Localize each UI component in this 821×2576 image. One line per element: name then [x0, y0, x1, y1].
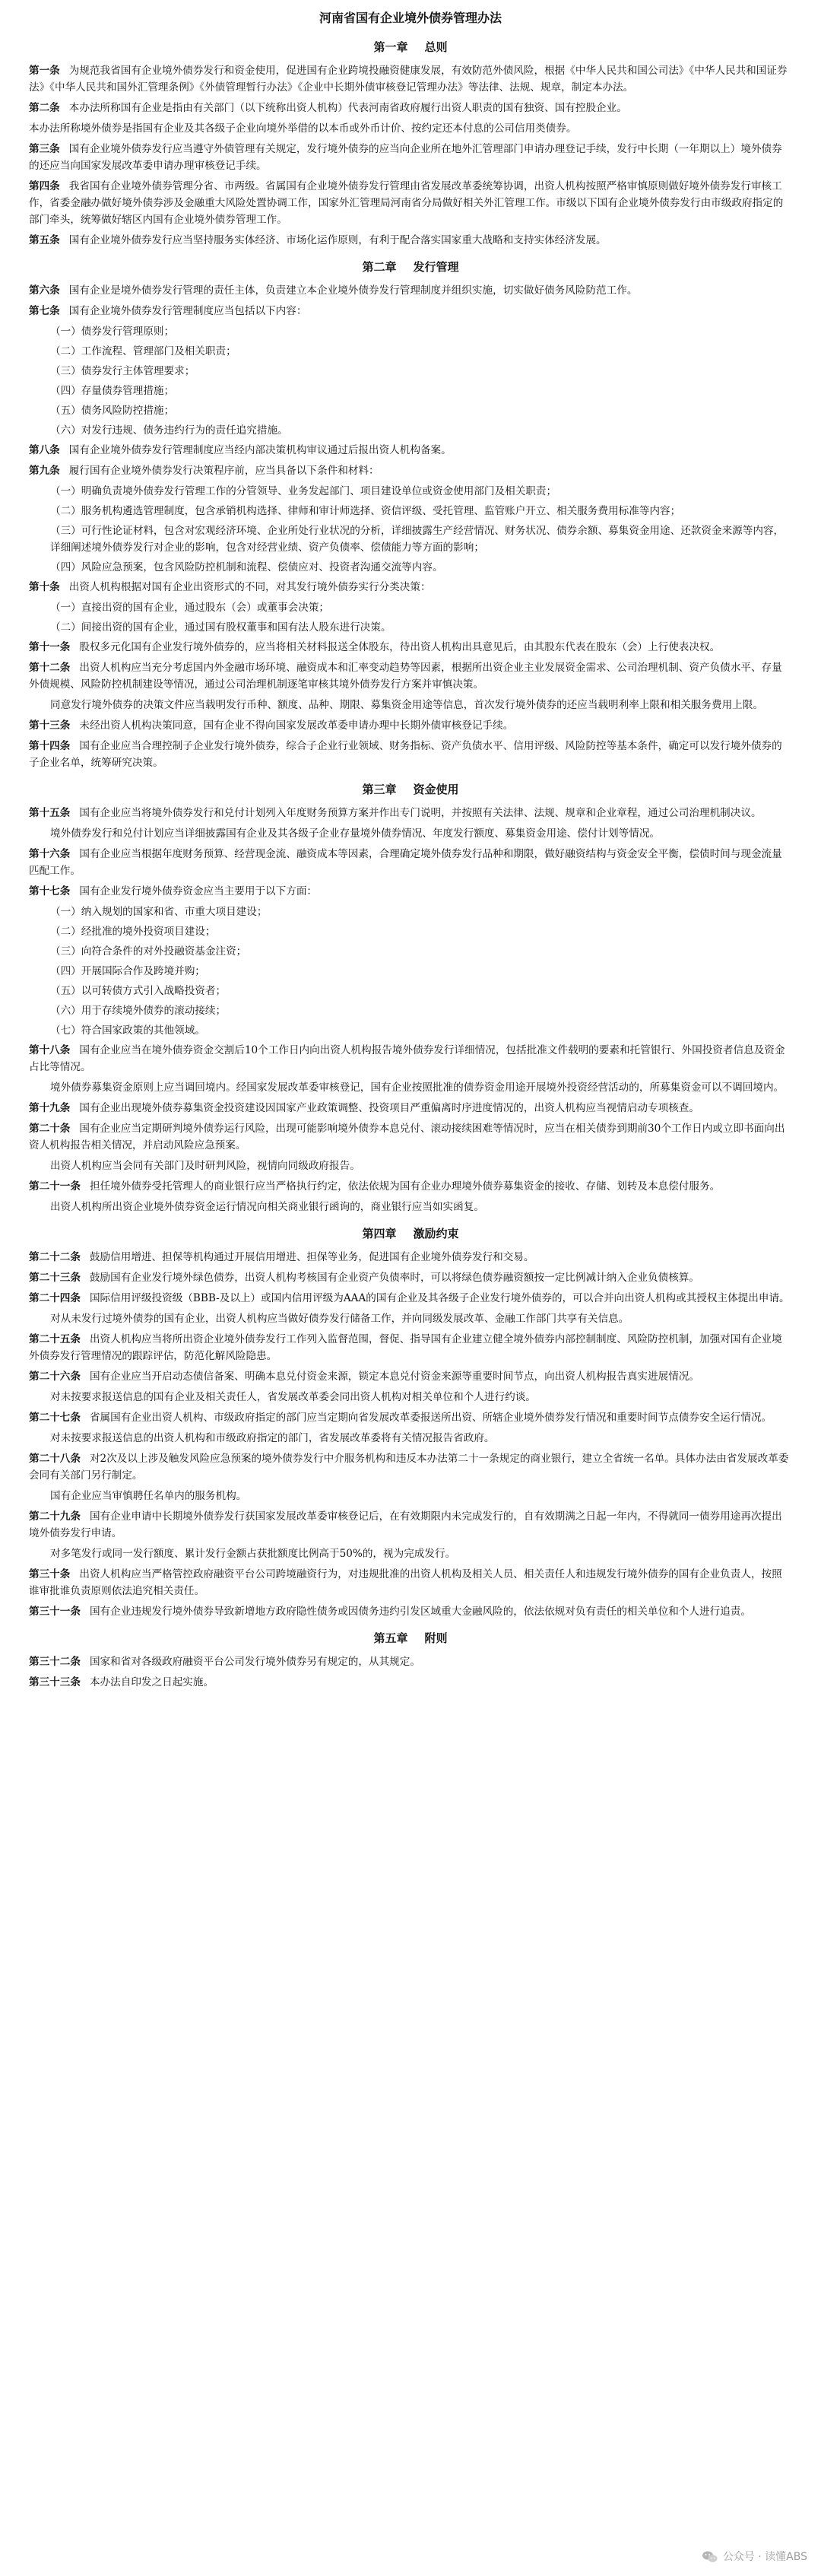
article-text: （一）明确负责境外债券发行管理工作的分管领导、业务发起部门、项目建设单位或资金使用部门及相关职责；	[50, 485, 557, 497]
chapter-number: 第三章	[362, 783, 397, 796]
chapter-name: 附则	[424, 1631, 448, 1645]
list-item	[29, 503, 792, 519]
article-text: 国家和省对各级政府融资平台公司发行境外债券另有规定的，从其规定。	[89, 1656, 420, 1668]
list-item	[29, 343, 792, 360]
article-number: 第二十八条	[29, 1453, 81, 1465]
article-paragraph	[29, 1545, 792, 1562]
article-number: 第二十五条	[29, 1333, 81, 1345]
chapter-heading	[29, 37, 792, 58]
article-text: 对未按要求报送信息的出资人机构和市级政府指定的部门，省发展改革委将有关情况报告省政府。	[50, 1432, 495, 1444]
document-title: 河南省国有企业境外债券管理办法	[319, 11, 502, 25]
list-item	[29, 383, 792, 399]
article-text: 国有企业应当根据年度财务预算、经营现金流、融资成本等因素，合理确定境外债券发行品种和期限，做好融资结构与资金安全平衡，偿债时间与现金流量匹配工作。	[29, 848, 782, 877]
article-number: 第十七条	[29, 885, 71, 897]
list-item	[29, 619, 792, 636]
article	[29, 1450, 792, 1484]
chapter-number: 第四章	[362, 1227, 397, 1240]
article-paragraph	[29, 697, 792, 713]
list-item	[29, 402, 792, 419]
watermark-text: 公众号 · 读懂ABS	[722, 2551, 807, 2563]
article-text: 本办法自印发之日起实施。	[89, 1676, 214, 1688]
article-number: 第二十九条	[29, 1510, 81, 1523]
article-paragraph	[29, 1199, 792, 1215]
article-text: （三）向符合条件的对外投融资基金注资；	[50, 945, 247, 958]
article-text: 同意发行境外债券的决策文件应当载明发行币种、额度、品种、期限、募集资金用途等信息，首次发行境外债券的还应当载明利率上限和相关服务费用上限。	[50, 699, 763, 711]
article	[29, 178, 792, 228]
list-item	[29, 363, 792, 380]
article-paragraph	[29, 1430, 792, 1447]
article-text: 国有企业应当开启动态债信备案、明确本息兑付资金来源，锁定本息兑付资金来源等重要时间节点，向出资人机构报告真实进展情况。	[89, 1371, 699, 1383]
article-text: 出资人机构应当严格管控政府融资平台公司跨境融资行为，对违规批准的出资人机构及相关人员、相关责任人和违规发行境外债券的国有企业负责人，按照谁审批谁负责原则依法追究相关责任。	[29, 1568, 782, 1597]
list-item	[29, 323, 792, 340]
article-number: 第二十二条	[29, 1251, 81, 1263]
article-text: 出资人机构应当充分考虑国内外金融市场环境、融资成本和汇率变动趋势等因素，根据所出资企业主业发展资金需求、公司治理机制、资产负债水平、存量外债规模、风险防控机制建设等情况，通过公司治理机制逐笔审核其境外债券发行方案并审慎决策。	[29, 662, 782, 691]
article-number: 第八条	[29, 444, 60, 456]
article	[29, 805, 792, 821]
article-text: 国有企业境外债券发行管理制度应当经内部决策机构审议通过后报出资人机构备案。	[68, 444, 452, 456]
article-text: （一）纳入规划的国家和省、市重大项目建设；	[50, 906, 268, 918]
article-text: 担任境外债券受托管理人的商业银行应当严格执行约定，依法依规为国有企业办理境外债券募集资金的接收、存储、划转及本息偿付服务。	[89, 1180, 721, 1193]
article-text: （四）风险应急预案，包含风险防控机制和流程、偿债应对、投资者沟通交流等内容。	[50, 561, 443, 573]
article	[29, 282, 792, 299]
article-text: 未经出资人机构决策同意，国有企业不得向国家发展改革委申请办理中长期外债审核登记手续。	[79, 719, 514, 732]
article-number: 第二十一条	[29, 1180, 81, 1193]
article	[29, 659, 792, 693]
article-number: 第二十七条	[29, 1412, 81, 1424]
article-number: 第六条	[29, 284, 60, 297]
chapter-name: 激励约束	[413, 1227, 459, 1240]
article	[29, 462, 792, 479]
article	[29, 1120, 792, 1154]
article-number: 第七条	[29, 305, 60, 317]
list-item	[29, 422, 792, 439]
chapter-heading	[29, 1628, 792, 1649]
article-text: （三）债券发行主体管理要求；	[50, 365, 195, 377]
article-text: 国际信用评级投资级（BBB-及以上）或国内信用评级为AAA的国有企业及其各级子企业发行境外债券的，可以合并向出资人机构或其授权主体提出申请。	[89, 1292, 790, 1304]
article-text: （一）债券发行管理原则；	[50, 326, 175, 338]
article-text: 对未按要求报送信息的国有企业及相关责任人，省发展改革委会同出资人机构对相关单位和个人进行约谈。	[50, 1391, 536, 1403]
chapter-name: 总则	[424, 40, 448, 54]
article-paragraph	[29, 1389, 792, 1406]
article-number: 第九条	[29, 465, 60, 477]
article-paragraph	[29, 1079, 792, 1096]
article	[29, 1603, 792, 1620]
article-text: 国有企业出现境外债券募集资金投资建设因国家产业政策调整、投资项目严重偏离时序进度情况的，出资人机构应当视情启动专项核查。	[79, 1102, 699, 1114]
article-number: 第十三条	[29, 719, 71, 732]
article-text: （七）符合国家政策的其他领域。	[50, 1024, 205, 1037]
article-text: （五）以可转债方式引入战略投资者；	[50, 985, 227, 997]
article-text: （四）存量债券管理措施；	[50, 385, 175, 397]
article	[29, 100, 792, 116]
article-number: 第三十三条	[29, 1676, 81, 1688]
chapter-number: 第二章	[362, 260, 397, 274]
article-number: 第十条	[29, 581, 60, 593]
article-number: 第十二条	[29, 662, 71, 674]
article-text: （四）开展国际合作及跨境并购；	[50, 965, 205, 977]
article-number: 第十八条	[29, 1044, 71, 1056]
article-text: （五）债务风险防控措施；	[50, 405, 175, 417]
article-text: 国有企业应当审慎聘任名单内的服务机构。	[50, 1490, 247, 1502]
watermark	[702, 2549, 807, 2565]
article-number: 第三十一条	[29, 1606, 81, 1618]
article-number: 第二十六条	[29, 1371, 81, 1383]
article	[29, 1042, 792, 1075]
article-number: 第二条	[29, 102, 60, 114]
article-text: 我省国有企业境外债券管理分省、市两级。省属国有企业境外债券发行管理由省发展改革委统筹协调，出资人机构按照严格审慎原则做好境外债券发行审核工作，省委金融办做好境外债券涉及金融重大风险处置协调工作，国家外汇管理局河南省分局做好相关外汇管理工作。市级以下国有企业境外债券发行由市级政府指定的部门牵头，统筹做好辖区内国有企业境外债券管理工作。	[29, 180, 784, 226]
chapter-number: 第五章	[373, 1631, 408, 1645]
article-text: 国有企业应当将境外债券发行和兑付计划列入年度财务预算方案并作出专门说明，并按照有关法律、法规、规章和企业章程，通过公司治理机制决议。	[79, 807, 762, 819]
article-text: 出资人机构根据对国有企业出资形式的不同，对其发行境外债券实行分类决策：	[68, 581, 431, 593]
article-text: 国有企业发行境外债券资金应当主要用于以下方面：	[79, 885, 318, 897]
article	[29, 1331, 792, 1364]
list-item	[29, 904, 792, 920]
article-text: 国有企业境外债券发行应当坚持服务实体经济、市场化运作原则，有利于配合落实国家重大战略和支持实体经济发展。	[68, 234, 607, 246]
article	[29, 1508, 792, 1542]
list-item	[29, 559, 792, 576]
article-text: 国有企业境外债券发行管理制度应当包括以下内容：	[68, 305, 307, 317]
article-paragraph	[29, 1310, 792, 1327]
article	[29, 1100, 792, 1116]
article	[29, 1290, 792, 1307]
article	[29, 232, 792, 249]
chapter-name: 资金使用	[413, 783, 459, 796]
article	[29, 717, 792, 734]
list-item	[29, 483, 792, 500]
article-number: 第二十三条	[29, 1272, 81, 1284]
article-text: 省属国有企业出资人机构、市级政府指定的部门应当定期向省发展改革委报送所出资、所辖企业境外债券发行情况和重要时间节点债券安全运行情况。	[89, 1412, 772, 1424]
article-text: （三）可行性论证材料，包含对宏观经济环境、企业所处行业状况的分析，详细披露生产经营情况、财务状况、债券余额、募集资金用途、还款资金来源等内容，详细阐述境外债券发行对企业的影响，包含对经营业绩、资产负债率、偿债能力等方面的影响；	[50, 525, 785, 554]
article-number: 第三十条	[29, 1568, 71, 1580]
article-number: 第三十二条	[29, 1656, 81, 1668]
chapter-heading	[29, 1223, 792, 1244]
article-number: 第十四条	[29, 740, 71, 752]
chapter-number: 第一章	[373, 40, 408, 54]
article	[29, 1368, 792, 1385]
chapter-heading	[29, 256, 792, 278]
article-text: 国有企业违规发行境外债券导致新增地方政府隐性债务或因债务违约引发区域重大金融风险的，依法依规对负有责任的相关单位和个人进行追责。	[89, 1606, 751, 1618]
list-item	[29, 1002, 792, 1019]
article-text: 国有企业是境外债券发行管理的责任主体，负责建立本企业境外债券发行管理制度并组织实施，切实做好债务风险防范工作。	[68, 284, 638, 297]
article-paragraph	[29, 825, 792, 842]
article-number: 第三条	[29, 143, 60, 155]
article-number: 第十五条	[29, 807, 71, 819]
article-text: 国有企业境外债券发行应当遵守外债管理有关规定，发行境外债券的应当向企业所在地外汇管理部门申请办理登记手续，发行中长期（一年期以上）境外债券的还应当向国家发展改革委申请办理审核登记手续。	[29, 143, 782, 172]
article-number: 第一条	[29, 65, 60, 77]
article-text: （一）直接出资的国有企业，通过股东（会）或董事会决策；	[50, 602, 330, 614]
chapter-heading	[29, 779, 792, 800]
article-text: 国有企业应当合理控制子企业发行境外债券，综合子企业行业领域、财务指标、资产负债水平、信用评级、风险防控等基本条件，确定可以发行境外债券的子企业名单，统筹研究决策。	[29, 740, 782, 769]
article-text: 本办法所称国有企业是指由有关部门（以下统称出资人机构）代表河南省政府履行出资人职责的国有独资、国有控股企业。	[68, 102, 627, 114]
wechat-icon	[702, 2550, 718, 2564]
article-text: 国有企业申请中长期境外债券发行获国家发展改革委审核登记后，在有效期限内未完成发行的，自有效期满之日起一年内，不得就同一债券用途再次提出境外债券发行申请。	[29, 1510, 782, 1539]
list-item	[29, 963, 792, 980]
article-paragraph	[29, 1158, 792, 1174]
article	[29, 639, 792, 656]
article-text: 出资人机构所出资企业境外债券资金运行情况向相关商业银行函询的，商业银行应当如实函复。	[50, 1201, 484, 1213]
list-item	[29, 599, 792, 616]
article-text: 出资人机构应当将所出资企业境外债券发行工作列入监督范围，督促、指导国有企业建立健全境外债券内部控制制度、风险防控机制，加强对国有企业境外债券发行管理情况的跟踪评估，防范化解风险隐患。	[29, 1333, 782, 1362]
chapter-name: 发行管理	[413, 260, 459, 274]
article-number: 第五条	[29, 234, 60, 246]
chapters-container	[29, 37, 792, 1691]
list-item	[29, 983, 792, 999]
article-number: 第二十条	[29, 1123, 71, 1135]
article-text: 股权多元化国有企业发行境外债券的，应当将相关材料报送全体股东，待出资人机构出具意见后，由其股东代表在股东（会）上行使表决权。	[79, 641, 721, 653]
article-paragraph	[29, 1488, 792, 1504]
article-text: 国有企业应当在境外债券资金交割后10个工作日内向出资人机构报告境外债券发行详细情况，包括批准文件载明的要素和托管银行、外国投资者信息及资金占比等情况。	[29, 1044, 785, 1073]
list-item	[29, 943, 792, 960]
article	[29, 1674, 792, 1691]
article-text: （二）间接出资的国有企业，通过国有股权董事和国有法人股东进行决策。	[50, 621, 391, 634]
article-text: 鼓励信用增进、担保等机构通过开展信用增进、担保等业务，促进国有企业境外债券发行和交易。	[89, 1251, 534, 1263]
article	[29, 141, 792, 174]
article-text: 出资人机构应当会同有关部门及时研判风险，视情向同级政府报告。	[50, 1160, 360, 1172]
list-item	[29, 523, 792, 556]
article	[29, 442, 792, 459]
article-paragraph	[29, 120, 792, 137]
article-text: （六）对发行违规、债务违约行为的责任追究措施。	[50, 424, 288, 437]
article	[29, 738, 792, 771]
article	[29, 303, 792, 319]
article-text: 对多笔发行或同一发行额度、累计发行金额占获批额度比例高于50%的，视为完成发行。	[50, 1548, 456, 1560]
article-text: 境外债券募集资金原则上应当调回境内。经国家发展改革委审核登记，国有企业按照批准的债券资金用途开展境外投资经营活动的，所募集资金可以不调回境内。	[50, 1082, 785, 1094]
article-text: （二）工作流程、管理部门及相关职责；	[50, 345, 236, 357]
article	[29, 1269, 792, 1286]
article-text: 境外债券发行和兑付计划应当详细披露国有企业及其各级子企业存量境外债券情况、年度发行额度、募集资金用途、偿付计划等情况。	[50, 827, 661, 840]
list-item	[29, 1022, 792, 1039]
article-text: 为规范我省国有企业境外债券发行和资金使用，促进国有企业跨境投融资健康发展，有效防范外债风险，根据《中华人民共和国公司法》《中华人民共和国证券法》《中华人民共和国外汇管理条例》《外债管理暂行办法》《企业中长期外债审核登记管理办法》等法律、法规、规章，制定本办法。	[29, 65, 788, 94]
list-item	[29, 923, 792, 940]
article	[29, 883, 792, 900]
article-text: 履行国有企业境外债券发行决策程序前，应当具备以下条件和材料：	[68, 465, 379, 477]
article	[29, 579, 792, 596]
article-number: 第二十四条	[29, 1292, 81, 1304]
article	[29, 62, 792, 96]
article	[29, 1566, 792, 1599]
article-text: 国有企业应当定期研判境外债券运行风险，出现可能影响境外债券本息兑付、滚动接续困难等情况时，应当在相关债券到期前30个工作日内或立即书面向出资人机构报告相关情况，并启动风险应急预案。	[29, 1123, 785, 1151]
article-number: 第四条	[29, 180, 60, 192]
article-number: 第十六条	[29, 848, 71, 860]
article-text: （二）经批准的境外投资项目建设；	[50, 926, 216, 938]
article-text: （六）用于存续境外债券的滚动接续；	[50, 1005, 227, 1017]
article-text: 本办法所称境外债券是指国有企业及其各级子企业向境外举借的以本币或外币计价、按约定还本付息的公司信用类债券。	[29, 122, 577, 135]
article-text: 对2次及以上涉及触发风险应急预案的境外债券发行中介服务机构和违反本办法第二十一条规定的商业银行，建立全省统一名单。具体办法由省发展改革委会同有关部门另行制定。	[29, 1453, 789, 1482]
article-number: 第十一条	[29, 641, 71, 653]
article-text: 鼓励国有企业发行境外绿色债券，出资人机构考核国有企业资产负债率时，可以将绿色债券融资额按一定比例减计纳入企业负债核算。	[89, 1272, 699, 1284]
article-number: 第十九条	[29, 1102, 71, 1114]
article-text: （二）服务机构遴选管理制度，包含承销机构选择、律师和审计师选择、资信评级、受托管理、监管账户开立、相关服务费用标准等内容；	[50, 505, 681, 517]
article	[29, 1409, 792, 1426]
article	[29, 1178, 792, 1195]
article	[29, 846, 792, 879]
article	[29, 1653, 792, 1670]
article	[29, 1249, 792, 1266]
article-text: 对从未发行过境外债券的国有企业，出资人机构应当做好债券发行储备工作，并向同级发展改革、金融工作部门共享有关信息。	[50, 1313, 629, 1325]
